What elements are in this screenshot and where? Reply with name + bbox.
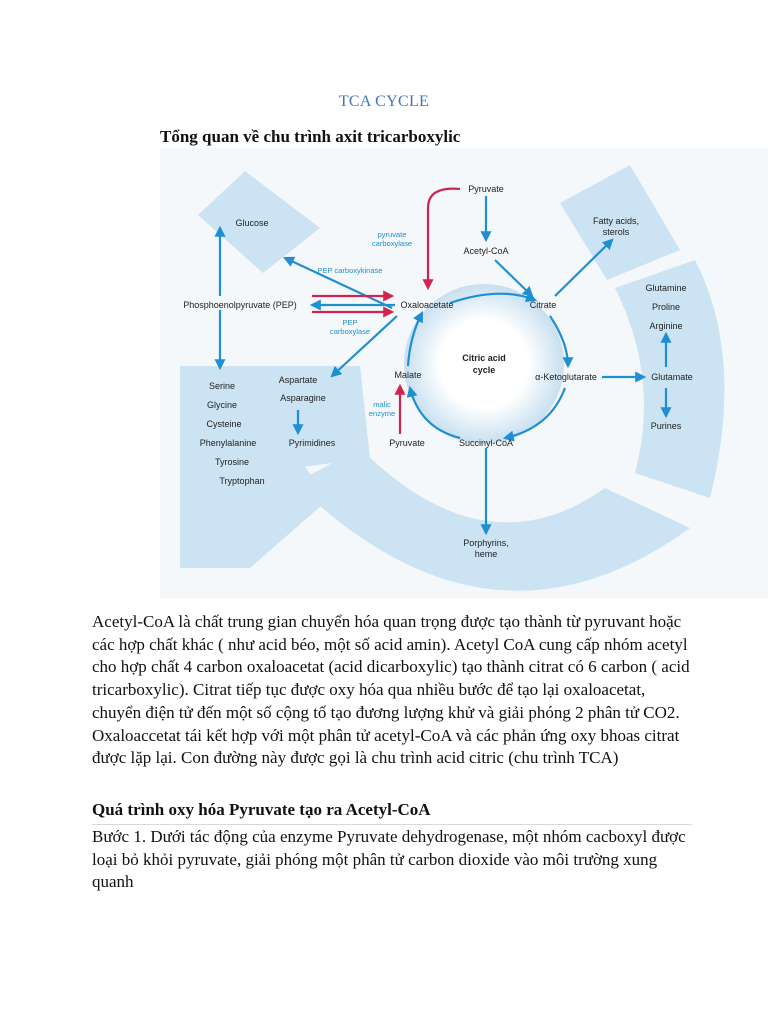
enzyme-pep-carboxykinase: PEP carboxykinase [317,266,383,275]
center-label-2: cycle [472,365,496,375]
node-ketoglutarate: α-Ketoglutarate [535,372,597,382]
section-heading: Quá trình oxy hóa Pyruvate tạo ra Acetyl-CoA [92,800,431,819]
product-tyrosine: Tyrosine [214,457,250,467]
enzyme-pyruvate-carboxylase-1: pyruvate [377,230,407,239]
product-phenylalanine: Phenylalanine [199,438,257,448]
product-asparagine: Asparagine [280,393,326,403]
product-proline: Proline [651,302,681,312]
node-oxaloacetate: Oxaloacetate [400,300,454,310]
enzyme-pep-carboxylase-2: carboxylase [329,327,371,336]
step-1-paragraph: Bước 1. Dưới tác động của enzyme Pyruvate dehydrogenase, một nhóm cacboxyl được loại bỏ khỏi pyruvate, giải phóng một phân tử carbon dioxide vào môi trường xung quanh [92,827,686,892]
product-tryptophan: Tryptophan [219,476,265,486]
product-fatty-acids-1: Fatty acids, [592,216,640,226]
product-glutamine: Glutamine [645,283,687,293]
product-glycine: Glycine [206,400,238,410]
page-title: TCA CYCLE [338,93,430,110]
enzyme-pep-carboxylase-1: PEP [342,318,358,327]
product-pyrimidines: Pyrimidines [288,438,336,448]
section-divider [92,824,692,825]
product-porphyrins-2: heme [474,549,498,559]
intro-paragraph: Acetyl-CoA là chất trung gian chuyển hóa quan trọng được tạo thành từ pyruvant hoặc các hợp chất khác ( như acid béo, một số acid amin). Acetyl CoA cung cấp nhóm acetyl cho hợp chất 4 carbon oxaloacetat (acid dicarboxylic) tạo thành citrat có 6 carbon ( acid tricarboxylic). Citrat tiếp tục được oxy hóa qua nhiều bước để tạo lại oxaloacetat, chuyển điện tử đến một số cộng tố tạo đương lượng khử và giải phóng 2 phân tử CO2. Oxaloaccetat tái kết hợp với một phân tử acetyl-CoA và các phản ứng oxy bhoas citrat được lặp lại. Con đường này được gọi là chu trình acid citric (chu trình TCA) [92,612,690,768]
page-subtitle: Tổng quan về chu trình axit tricarboxylic [160,127,461,146]
node-pyruvate-bottom: Pyruvate [389,438,425,448]
node-pyruvate-top: Pyruvate [468,184,504,194]
node-citrate: Citrate [529,300,557,310]
tca-cycle-diagram [160,148,768,598]
node-succinyl-coa: Succinyl-CoA [458,438,514,448]
product-aspartate: Aspartate [278,375,318,385]
product-serine: Serine [208,381,236,391]
product-glutamate: Glutamate [651,372,693,382]
node-acetyl-coa: Acetyl-CoA [463,246,509,256]
enzyme-malic-1: malic [373,400,391,409]
product-porphyrins-1: Porphyrins, [463,538,509,548]
node-pep: Phosphoenolpyruvate (PEP) [183,300,297,310]
product-cysteine: Cysteine [206,419,242,429]
product-arginine: Arginine [649,321,683,331]
node-malate: Malate [394,370,422,380]
enzyme-pyruvate-carboxylase-2: carboxylase [371,239,413,248]
product-fatty-acids-2: sterols [602,227,630,237]
product-glucose: Glucose [235,218,269,228]
product-purines: Purines [650,421,682,431]
center-label-1: Citric acid [462,353,506,363]
enzyme-malic-2: enzyme [368,409,396,418]
